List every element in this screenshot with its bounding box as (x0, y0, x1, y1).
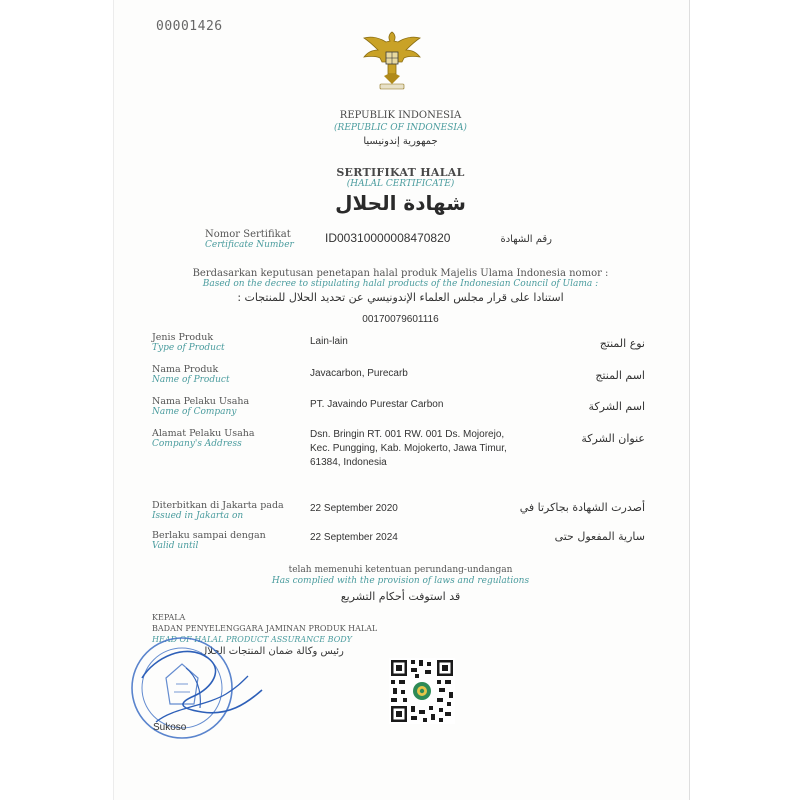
qr-code-icon (389, 658, 455, 724)
field-label: Jenis Produk (152, 332, 214, 343)
certificate-number-label-en: Certificate Number (205, 240, 294, 250)
decree-text: Berdasarkan keputusan penetapan halal produk Majelis Ulama Indonesia nomor : (192, 268, 609, 279)
field-label: Nama Pelaku Usaha (152, 396, 250, 407)
serial-number: 00001426 (156, 19, 223, 34)
certificate-title: SERTIFIKAT HALAL (336, 166, 465, 179)
certificate-number-label-ar: رقم الشهادة (500, 234, 552, 245)
issued-label: Diterbitkan di Jakarta pada (152, 500, 284, 511)
signatory-title: KEPALA (152, 613, 186, 622)
valid-label-en: Valid until (152, 541, 199, 551)
compliance-text: telah memenuhi ketentuan perundang-undangan (288, 565, 513, 575)
signatory-body-ar: رئيس وكالة ضمان المنتجات الحلال (200, 646, 344, 657)
certificate-title-ar: شهادة الحلال (335, 191, 466, 215)
signatory-name: Sukoso (153, 722, 187, 733)
country-name: REPUBLIK INDONESIA (339, 110, 462, 121)
issued-label-en: Issued in Jakarta on (152, 511, 244, 521)
field-value-product-type: Lain-lain (310, 336, 348, 347)
field-value-product-name: Javacarbon, Purecarb (310, 368, 408, 379)
decree-number: 00170079601116 (362, 314, 439, 325)
field-label-en: Company's Address (152, 439, 242, 449)
field-label: Alamat Pelaku Usaha (152, 428, 255, 439)
field-label-ar: نوع المنتج (599, 337, 645, 350)
decree-text-en: Based on the decree to stipulating halal products of the Indonesian Council of Ulama : (202, 279, 599, 289)
country-name-ar: جمهورية إندونيسيا (363, 136, 438, 147)
certificate-number-value: ID00310000008470820 (325, 231, 451, 245)
field-label-ar: اسم الشركة (588, 400, 645, 413)
issued-label-ar: أصدرت الشهادة بجاكرتا في (519, 501, 645, 514)
garuda-emblem-icon (358, 26, 426, 94)
compliance-text-ar: قد استوفت أحكام التشريع (340, 590, 461, 603)
compliance-text-en: Has complied with the provision of laws and regulations (271, 576, 530, 586)
field-label-ar: اسم المنتج (595, 369, 645, 382)
country-name-en: (REPUBLIC OF INDONESIA) (334, 123, 467, 133)
field-label-en: Type of Product (152, 343, 225, 353)
certificate-number-label: Nomor Sertifikat (205, 229, 291, 240)
issued-date: 22 September 2020 (310, 503, 398, 514)
certificate-title-en: (HALAL CERTIFICATE) (346, 179, 455, 189)
field-value-company-name: PT. Javaindo Purestar Carbon (310, 399, 444, 410)
decree-text-ar: استنادا على قرار مجلس العلماء الإندونيسي عن تحديد الحلال للمنتجات : (237, 291, 564, 304)
valid-label-ar: سارية المفعول حتى (554, 530, 645, 543)
field-label-en: Name of Product (152, 375, 230, 385)
official-stamp-icon (116, 628, 281, 743)
field-label: Nama Produk (152, 364, 219, 375)
signatory-body-en: HEAD OF HALAL PRODUCT ASSURANCE BODY (152, 635, 352, 644)
field-value-company-address: Dsn. Bringin RT. 001 RW. 001 Ds. Mojorejo, Kec. Pungging, Kab. Mojokerto, Jawa Timur, 61384, Indonesia (310, 429, 507, 468)
signatory-body: BADAN PENYELENGGARA JAMINAN PRODUK HALAL (152, 624, 378, 633)
field-label-en: Name of Company (152, 407, 237, 417)
field-label-ar: عنوان الشركة (581, 432, 645, 445)
valid-label: Berlaku sampai dengan (152, 530, 266, 541)
valid-until-date: 22 September 2024 (310, 532, 398, 543)
